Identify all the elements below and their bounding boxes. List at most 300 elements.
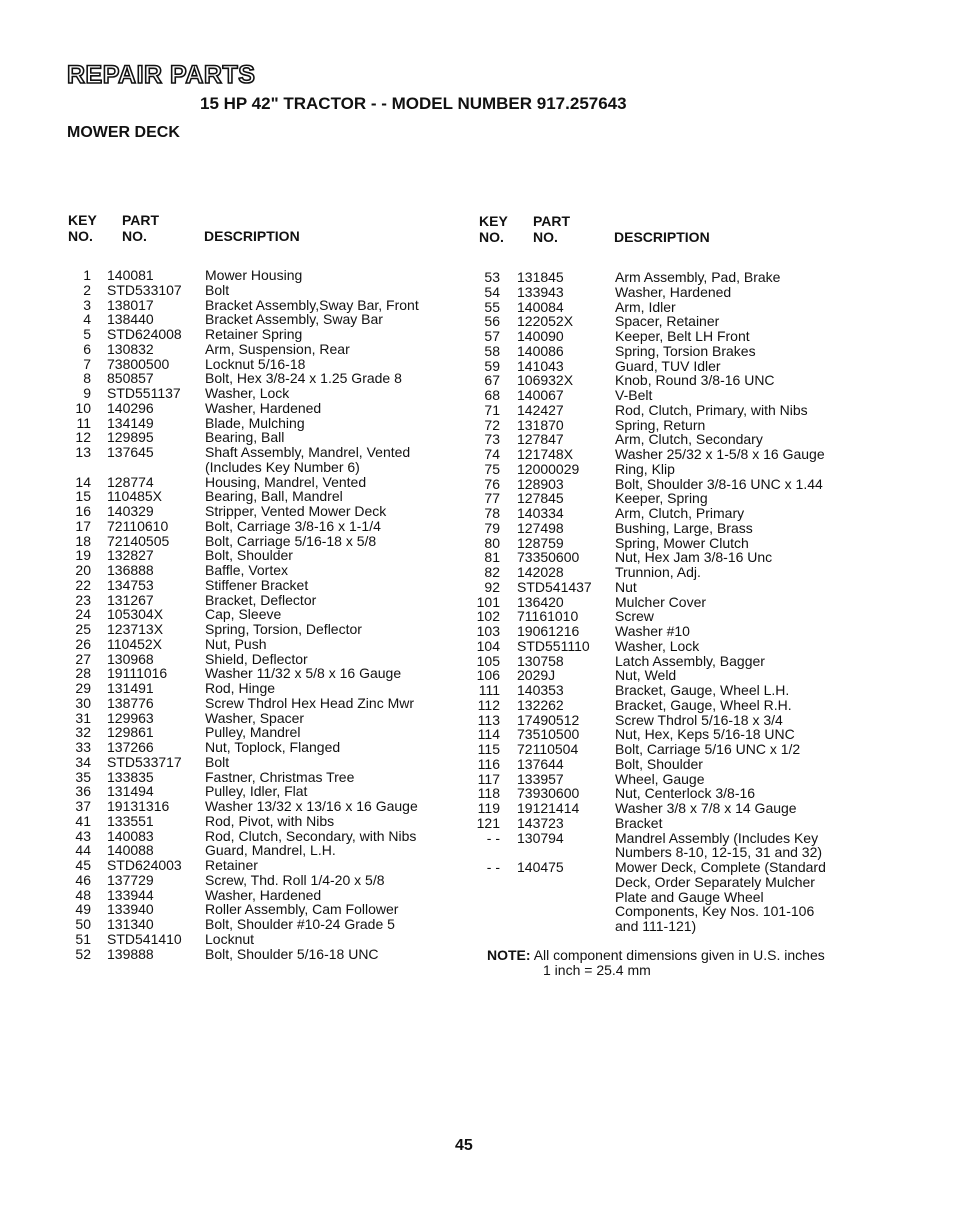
part-number: 133551 [107,812,154,829]
key-number: 43 [75,827,91,844]
part-row [0,340,954,359]
part-number: 138017 [107,296,154,313]
part-description: Mower Housing [205,267,303,283]
part-number: 133957 [517,770,564,787]
part-description: Washer, Hardened [205,886,322,903]
part-description: Rod, Clutch, Primary, with Nibs [615,401,808,418]
part-number: STD551110 [517,637,590,654]
key-number: 33 [75,739,91,755]
part-number: 140475 [517,859,564,875]
part-description: Arm, Clutch, Primary [615,505,745,521]
key-number: 22 [75,576,91,593]
key-number: 50 [75,916,91,932]
note-label: NOTE: [487,947,531,963]
key-number: 49 [75,901,91,918]
part-number: 2029J [517,667,556,684]
part-row [0,281,954,300]
part-description: Shaft Assembly, Mandrel, Vented [205,444,411,460]
part-number: 130832 [107,340,154,357]
part-description: Pulley, Idler, Flat [205,783,308,800]
part-number: 131267 [107,591,154,608]
part-description: Nut, Centerlock 3/8-16 [615,785,756,802]
part-number: 136888 [107,562,154,578]
part-number: 129861 [107,724,154,741]
part-number: 128903 [517,475,564,492]
part-description: Deck, Order Separately Mulcher [615,873,815,890]
part-description: Washer 3/8 x 7/8 x 14 Gauge [615,800,797,816]
right-parts-list [0,267,954,934]
key-number: 117 [477,770,500,787]
key-number: 34 [75,753,91,770]
part-row [0,355,954,374]
part-header-line1: PART [122,212,160,228]
key-number: 10 [75,399,91,416]
key-number: 71 [484,401,500,418]
section-title: MOWER DECK [67,124,180,141]
part-row [0,947,470,962]
part-description: Baffle, Vortex [205,562,289,578]
part-description: Bracket, Deflector [205,591,317,608]
part-description: Bolt, Hex 3/8-24 x 1.25 Grade 8 [205,370,402,387]
part-row [0,576,954,595]
part-number: 142427 [517,401,564,418]
part-number: 106932X [517,372,574,389]
part-row [0,871,954,890]
part-number: 130794 [517,829,564,846]
key-number: 54 [484,283,500,300]
part-description: Bolt, Carriage 5/16 UNC x 1/2 [615,741,801,757]
description-header: DESCRIPTION [204,228,300,244]
key-number: 52 [75,945,91,962]
key-header-line1: KEY [479,213,508,229]
key-number: 12 [75,429,91,446]
part-description: Bolt, Carriage 3/8-16 x 1-1/4 [205,517,381,534]
part-row [0,385,954,403]
part-row [0,429,954,448]
part-number: 121748X [517,446,574,462]
key-number: 28 [75,665,91,682]
key-number: 57 [484,328,500,344]
part-description: Blade, Mulching [205,414,305,431]
part-row [0,886,954,905]
part-number: 19121414 [517,800,580,816]
part-description: Screw Thdrol Hex Head Zinc Mwr [205,694,415,711]
part-row [0,444,954,462]
part-row [0,488,954,507]
part-description: Nut, Weld [615,667,677,684]
part-number: 127498 [517,519,564,536]
key-number: 16 [75,503,91,519]
key-number: 111 [478,682,500,698]
part-row [0,591,954,610]
part-description: Retainer [205,857,258,873]
part-description: Fastner, Christmas Tree [205,768,355,785]
part-header-line2: NO. [533,229,558,245]
key-number: 67 [484,372,500,389]
note-line2: 1 inch = 25.4 mm [543,962,651,978]
part-row [0,370,954,389]
part-number: 138776 [107,694,154,711]
part-description: Screw [615,608,654,625]
part-row [0,326,954,344]
key-header-line2: NO. [479,229,504,245]
part-description: Mulcher Cover [615,593,707,610]
part-row [0,812,954,831]
key-number: 3 [83,296,91,313]
part-number: 73800500 [107,355,170,372]
part-row [0,621,954,639]
part-description: Bracket Assembly,Sway Bar, Front [205,296,419,313]
part-number: 122052X [517,313,574,330]
part-description: Wheel, Gauge [615,770,705,787]
key-number: 51 [75,930,91,947]
key-number: - - [486,829,500,846]
key-number: 6 [83,340,91,357]
key-number: 4 [83,311,91,328]
part-number: 73350600 [517,549,580,566]
part-description: Plate and Gauge Wheel [615,888,764,905]
part-number: STD541437 [517,578,592,595]
part-number: 140296 [107,399,154,416]
part-row [0,547,954,566]
part-description: Latch Assembly, Bagger [615,652,765,669]
key-number: 20 [75,562,91,578]
key-number: 26 [75,635,91,652]
part-number: 130968 [107,650,154,667]
key-number: 115 [477,741,500,757]
key-number: 29 [75,680,91,696]
part-number: 17490512 [517,711,580,728]
key-number: 55 [484,298,500,315]
part-description: Components, Key Nos. 101-106 [615,903,815,920]
key-number: 7 [83,355,91,372]
part-description: Bushing, Large, Brass [615,519,753,536]
part-description: Bracket Assembly, Sway Bar [205,311,383,328]
part-number: 134753 [107,576,154,593]
part-number: 141043 [517,357,564,374]
key-number: 37 [75,798,91,814]
key-number: 30 [75,694,91,711]
part-number: 105304X [107,606,164,623]
part-description: Bolt [205,281,230,298]
part-row [0,458,954,477]
dimension-note [487,947,825,978]
part-number: 140086 [517,342,564,359]
part-row [0,932,470,947]
part-row [0,842,954,861]
part-description: Roller Assembly, Cam Follower [205,901,399,918]
part-number: 132262 [517,696,564,713]
part-description: Bolt, Shoulder [205,547,293,564]
key-number: 5 [83,326,91,342]
part-number: 72110610 [107,517,169,534]
part-row [0,267,954,285]
part-description: Screw, Thd. Roll 1/4-20 x 5/8 [205,871,385,888]
key-number: 68 [484,387,500,403]
part-number: 127845 [517,490,564,507]
part-number: 110452X [107,635,163,652]
part-number: STD533107 [107,281,182,298]
part-number: 71161010 [517,608,579,625]
part-number: 19131316 [107,798,170,814]
part-description: Mandrel Assembly (Includes Key [615,829,819,846]
part-number: STD551137 [107,385,181,401]
part-number: 140083 [107,827,154,844]
part-row [0,532,954,551]
key-number: 104 [476,637,500,654]
key-header-line2: NO. [68,228,93,244]
part-number: 19061216 [517,623,580,639]
key-number: 75 [484,460,500,477]
part-description: Bracket, Gauge, Wheel R.H. [615,696,792,713]
part-description: Arm, Suspension, Rear [205,340,350,357]
part-description: Bolt, Shoulder [615,755,703,772]
key-number: 76 [484,475,500,492]
part-description: Nut, Toplock, Flanged [205,739,341,755]
part-number: 128759 [517,534,564,551]
part-description: Washer #10 [615,623,690,639]
key-number: 11 [76,414,91,431]
key-number: 45 [75,857,91,873]
key-number: 35 [75,768,91,785]
part-description: Retainer Spring [205,326,303,342]
part-description: Arm Assembly, Pad, Brake [615,269,781,285]
part-description: Bearing, Ball [205,429,285,446]
key-number: 46 [75,871,91,888]
part-description: Washer 11/32 x 5/8 x 16 Gauge [205,665,402,682]
part-number: 72140505 [107,532,170,549]
key-number: 73 [484,431,500,448]
part-description: Nut, Hex, Keps 5/16-18 UNC [615,726,795,743]
part-number: 137729 [107,871,154,888]
part-row [0,311,954,330]
part-row [0,798,954,816]
key-number: 106 [476,667,500,684]
part-description: Rod, Pivot, with Nibs [205,812,335,829]
key-number: 18 [75,532,91,549]
part-number: STD541410 [107,930,182,947]
key-number: 19 [75,547,91,564]
part-description: Bolt, Shoulder #10-24 Grade 5 [205,916,395,932]
part-description: Washer, Hardened [205,399,322,416]
part-description: Shield, Deflector [205,650,308,667]
model-subtitle: 15 HP 42" TRACTOR - - MODEL NUMBER 917.257643 [200,94,627,113]
part-description: Bracket, Gauge, Wheel L.H. [615,682,790,698]
part-number: 140090 [517,328,564,344]
part-number: 131491 [107,680,154,696]
part-description: Rod, Hinge [205,680,276,696]
part-number: 142028 [517,564,564,580]
part-description: Keeper, Belt LH Front [615,328,750,344]
part-description: Mower Deck, Complete (Standard [615,859,826,875]
part-number: 19111016 [107,665,168,682]
part-description: Stiffener Bracket [205,576,309,593]
part-description: Bolt [205,753,230,770]
part-row [0,296,954,315]
part-number: 133944 [107,886,154,903]
part-number: 137645 [107,444,154,460]
key-number: 59 [484,357,500,374]
part-description: Washer, Spacer [205,709,305,726]
key-number: 119 [477,800,500,816]
part-row [0,916,954,934]
description-header: DESCRIPTION [614,229,710,245]
part-row [0,399,954,418]
part-row [0,665,954,684]
part-number: 131340 [107,916,154,932]
part-row [0,473,954,492]
part-description: Nut, Push [205,635,267,652]
key-number: 58 [484,342,500,359]
part-row [0,680,954,698]
part-row [0,768,954,787]
part-number: 140067 [517,387,564,403]
key-number: 13 [75,444,91,460]
part-description: Cap, Sleeve [205,606,282,623]
part-number: 137266 [107,739,154,755]
part-number: STD533717 [107,753,182,770]
part-number: 128774 [107,473,154,490]
key-number: 36 [75,783,91,800]
key-number: 92 [484,578,500,595]
key-number: 41 [75,812,91,829]
key-number: 82 [484,564,500,580]
part-description: Knob, Round 3/8-16 UNC [615,372,775,389]
part-description: Bolt, Carriage 5/16-18 x 5/8 [205,532,377,549]
part-number: 143723 [517,814,564,831]
part-description: Locknut 5/16-18 [205,355,306,372]
part-number: 127847 [517,431,564,448]
part-description: Trunnion, Adj. [615,564,701,580]
part-row [0,503,954,521]
part-number: STD624003 [107,857,182,873]
part-number: 139888 [107,945,154,962]
part-description: Nut, Hex Jam 3/8-16 Unc [615,549,773,566]
key-number: 53 [484,269,500,285]
key-number: - - [486,859,500,875]
part-number: 72110504 [517,741,579,757]
part-number: 132827 [107,547,154,564]
part-row [0,739,954,757]
part-description: Nut [615,578,637,595]
part-row [0,783,954,802]
part-number: 130758 [517,652,564,669]
part-row [0,857,954,875]
part-number: 137644 [517,755,564,772]
key-number: 2 [83,281,91,298]
key-number: 112 [477,696,500,713]
part-description: Spring, Mower Clutch [615,534,749,551]
part-number: 134149 [107,414,154,431]
key-number: 105 [476,652,500,669]
part-number: 131870 [517,416,564,433]
part-description: Guard, TUV Idler [615,357,721,374]
part-number: STD624008 [107,326,182,342]
key-number: 113 [477,711,500,728]
key-header-line1: KEY [68,212,97,228]
part-description: Bolt, Shoulder 5/16-18 UNC [205,945,379,962]
part-description: Washer 13/32 x 13/16 x 16 Gauge [205,798,418,814]
part-row [0,517,954,536]
note-line1: All component dimensions given in U.S. inches [533,947,825,963]
part-description: Rod, Clutch, Secondary, with Nibs [205,827,417,844]
key-number: 74 [484,446,500,462]
part-number: 12000029 [517,460,580,477]
key-number: 9 [83,385,91,401]
part-number: 133835 [107,768,154,785]
part-description: Numbers 8-10, 12-15, 31 and 32) [615,844,823,861]
key-number: 8 [83,370,91,387]
part-row [0,650,954,669]
part-description: V-Belt [615,387,653,403]
part-row [0,901,954,920]
key-number: 121 [476,814,500,831]
part-description: Arm, Clutch, Secondary [615,431,763,448]
key-number: 116 [477,755,500,772]
key-number: 27 [75,650,91,667]
key-number: 72 [484,416,500,433]
part-description: Pulley, Mandrel [205,724,301,741]
part-number: 131494 [107,783,154,800]
part-row [0,724,954,743]
part-row [0,562,954,580]
part-row [0,709,954,728]
key-number: 77 [484,490,500,507]
key-number: 48 [75,886,91,903]
part-number: 110485X [107,488,163,505]
key-number: 79 [484,519,500,536]
part-number: 129963 [107,709,154,726]
part-number: 140084 [517,298,564,315]
key-number: 102 [476,608,500,625]
part-description: Spring, Return [615,416,706,433]
part-description: Washer, Hardened [615,283,732,300]
key-number: 118 [477,785,500,802]
part-row [0,635,954,654]
part-description: Bearing, Ball, Mandrel [205,488,343,505]
part-description: Arm, Idler [615,298,676,315]
part-description: Bracket [615,814,663,831]
key-number: 15 [75,488,91,505]
part-row [0,414,954,433]
key-number: 81 [484,549,500,566]
part-number: 136420 [517,593,564,610]
key-number: 103 [476,623,500,639]
key-number: 24 [75,606,91,623]
part-number: 73510500 [517,726,580,743]
part-number: 131845 [517,269,564,285]
key-number: 25 [75,621,91,637]
part-description: (Includes Key Number 6) [205,458,360,475]
part-description: Washer, Lock [615,637,700,654]
part-description: Washer 25/32 x 1-5/8 x 16 Gauge [615,446,825,462]
part-description: Spring, Torsion, Deflector [205,621,362,637]
part-number: 133943 [517,283,564,300]
part-number: 133940 [107,901,154,918]
part-description: Washer, Lock [205,385,290,401]
part-number: 123713X [107,621,164,637]
part-description: Spacer, Retainer [615,313,720,330]
key-number: 17 [75,517,91,534]
part-description: Housing, Mandrel, Vented [205,473,367,490]
key-number: 1 [83,267,91,283]
key-number: 44 [75,842,91,859]
key-number: 114 [477,726,500,743]
page-title: REPAIR PARTS [67,61,256,89]
key-number: 101 [476,593,500,610]
part-description: Keeper, Spring [615,490,708,507]
part-row [0,606,954,625]
